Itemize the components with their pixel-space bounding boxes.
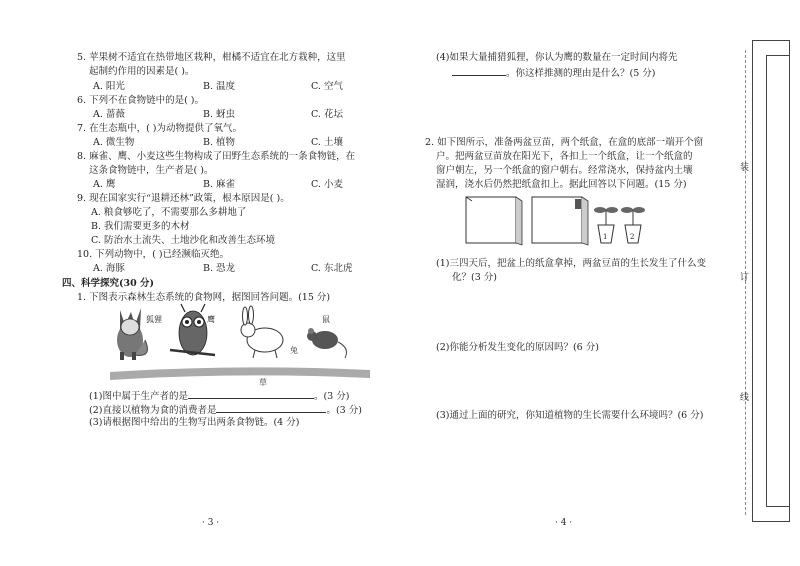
q10-stem: 10. 下列动物中，( )已经濒临灭绝。 [77,249,230,260]
page-number-left: · 3 · [202,518,220,528]
s1-q1-score: 。(3 分) [313,391,350,402]
s2-q1-line-1: (1)三四天后，把盆上的纸盒拿掉，两盆豆苗的生长发生了什么变 [436,258,706,269]
q4-line-2-text: 。你这样推测的理由是什么？(5 分) [506,68,656,79]
s1-q2-text: (2)直接以植物为食的消费者是 [89,405,217,416]
q7-option-c: C. 土壤 [311,137,343,148]
s1-q3: (3)请根据图中给出的生物写出两条食物链。(4 分) [89,417,300,428]
q9-option-b: B. 我们需要更多的木材 [91,221,190,232]
q7-stem: 7. 在生态瓶中，( )为动物提供了氧气。 [77,123,243,134]
s2-line-3: 窗户朝左，另一个纸盒的窗户朝右。经常浇水，保持盆内土壤 [436,165,693,176]
q8-option-c: C. 小麦 [311,179,343,190]
q4-answer-blank[interactable] [452,66,506,76]
s1-q2 [89,403,362,417]
binding-strip-inner [766,55,790,507]
label-grass: 草 [259,378,267,387]
q4-line-2 [452,66,655,80]
s1-q1-answer-blank[interactable] [188,389,314,399]
q6-option-c: C. 花坛 [311,109,343,120]
s2-line-2: 户。把两盆豆苗放在阳光下，各扣上一个纸盒，让一个纸盒的 [436,151,693,162]
label-rabbit: 兔 [290,346,298,355]
q10-option-c: C. 东北虎 [311,263,353,274]
q10-option-b: B. 恐龙 [203,263,236,274]
grass-band [110,367,370,380]
q5-option-b: B. 温度 [203,81,236,92]
paper-box-1 [466,197,522,245]
s1-q1-text: (1)图中属于生产者的是 [89,391,188,402]
s2-line-1: 2. 如下图所示，准备两盆豆苗，两个纸盒，在盒的底部一端开个窗 [425,137,704,148]
q10-option-a: A. 海豚 [93,263,125,274]
s1-q1 [89,389,349,403]
pot-label-1: 1 [603,233,608,241]
q9-option-a: A. 粮食够吃了，不需要那么多耕地了 [91,207,247,218]
eagle-icon [170,304,215,355]
q8-option-b: B. 麻雀 [203,179,236,190]
s2-q1-line-2: 化？(3 分) [452,272,497,283]
mouse-icon [307,328,346,358]
q9-option-c: C. 防治水土流失、土地沙化和改善生态环境 [91,235,275,246]
q7-option-b: B. 植物 [203,137,236,148]
q5-stem-2: 起制约作用的因素是( )。 [89,66,195,77]
pot-label-2: 2 [630,233,635,241]
label-fox: 狐狸 [146,315,162,324]
binding-char-1: 装 [740,163,750,173]
q4-line-1: (4)如果大量捕猎狐狸，你认为鹰的数量在一定时间内将先 [436,52,678,63]
s2-line-4: 湿润，浇水后仍然把纸盒扣上。据此回答以下问题。(15 分) [436,179,687,190]
q8-stem-2: 这条食物链中，生产者是( )。 [89,165,214,176]
s2-q2: (2)你能分析发生变化的原因吗？(6 分) [436,342,599,353]
fox-icon [117,308,147,360]
q5-stem-1: 5. 苹果树不适宜在热带地区栽种，柑橘不适宜在北方栽种，这里 [77,52,346,63]
label-mouse: 鼠 [322,315,330,324]
q9-stem: 9. 现在国家实行“退耕还林”政策，根本原因是( )。 [77,193,290,204]
q6-option-a: A. 蔷薇 [93,109,125,120]
s1-stem: 1. 下图表示森林生态系统的食物网，据图回答问题。(15 分) [77,292,331,303]
binding-char-3: 线 [740,393,750,403]
paper-box-2 [532,197,588,245]
q8-option-a: A. 鹰 [93,179,116,190]
q7-option-a: A. 微生物 [93,137,135,148]
page-number-right: · 4 · [555,518,573,528]
q5-option-c: C. 空气 [311,81,343,92]
rabbit-icon [241,306,283,358]
q5-option-a: A. 阳光 [93,81,125,92]
q6-stem: 6. 下列不在食物链中的是( )。 [77,95,205,106]
label-eagle: 鹰 [207,315,215,324]
s1-q2-score: 。(3 分) [326,405,362,416]
q6-option-b: B. 蚜虫 [203,109,236,120]
binding-char-2: 订 [740,273,750,283]
s2-q3: (3)通过上面的研究，你知道植物的生长需要什么环境吗？(6 分) [436,410,704,421]
s1-q2-answer-blank[interactable] [216,403,326,413]
section-4-heading: 四、科学探究(30 分) [62,278,155,289]
q8-stem-1: 8. 麻雀、鹰、小麦这些生物构成了田野生态系统的一条食物链，在 [77,151,356,162]
